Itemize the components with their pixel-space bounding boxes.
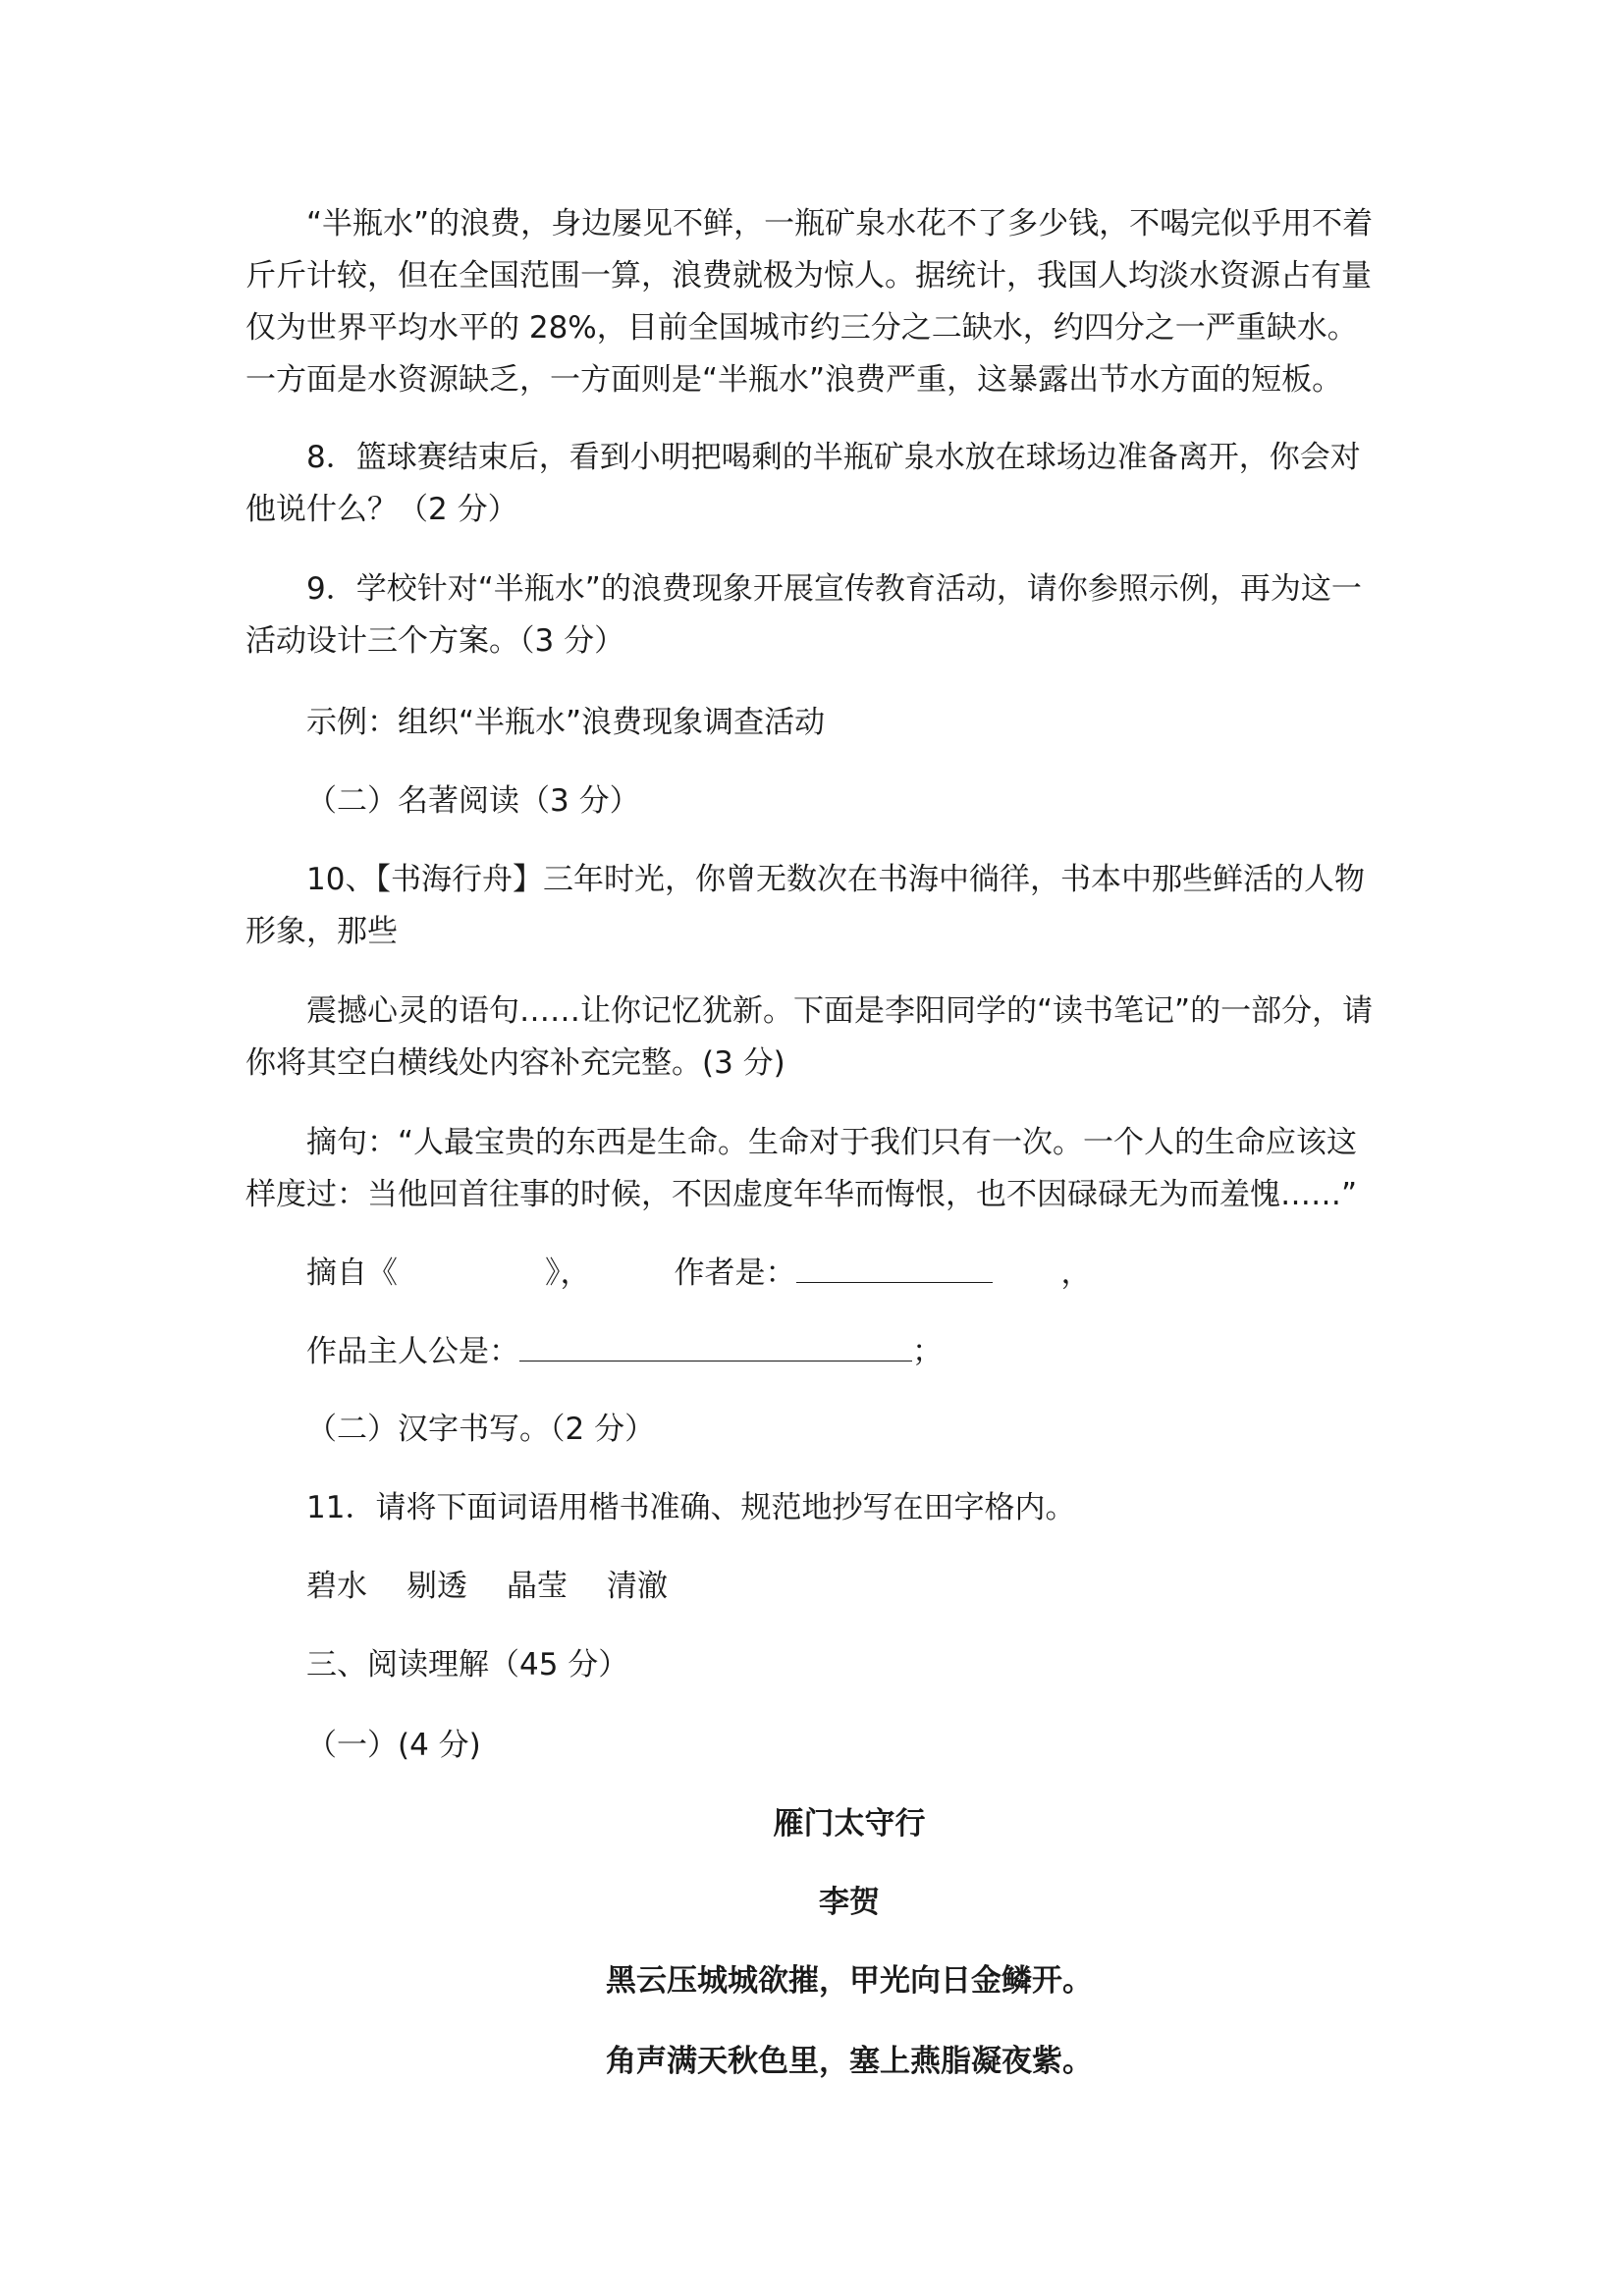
protagonist-blank[interactable] (519, 1331, 912, 1362)
author-label: 作者是： (674, 1255, 796, 1291)
poem-line-2: 角声满天秋色里，塞上燕脂凝夜紫。 (606, 2044, 1093, 2079)
fill-line-end: ， (1060, 1255, 1092, 1291)
example-text: 示例：组织“半瓶水”浪费现象调查活动 (306, 705, 826, 740)
question-10-intro: 10、【书海行舟】三年时光，你曾无数次在书海中徜徉，书本中那些鲜活的人物形象，那些 (245, 862, 1365, 949)
source-label-open: 摘自《 (306, 1255, 398, 1291)
section-heading-writing: （二）汉字书写。（2 分） (306, 1412, 656, 1447)
question-10-instruction: 震撼心灵的语句……让你记忆犹新。下面是李阳同学的“读书笔记”的一部分，请你将其空白横线处内容补充完整。(3 分) (245, 993, 1374, 1081)
word-list (306, 1567, 707, 1606)
question-8: 8．篮球赛结束后，看到小明把喝剩的半瓶矿泉水放在球场边准备离开，你会对他说什么？（2 分） (245, 440, 1361, 527)
poem-author: 李贺 (819, 1885, 880, 1920)
fill-line-end: ； (912, 1334, 943, 1369)
passage-paragraph: “半瓶水”的浪费，身边屡见不鲜，一瓶矿泉水花不了多少钱，不喝完似乎用不着斤斤计较，但在全国范围一算，浪费就极为惊人。据统计，我国人均淡水资源占有量仅为世界平均水平的 28%，目前全国城市约三分之二缺水，约四分之一严重缺水。一方面是水资源缺乏，一方面则是“半瓶水”浪费严重，这暴露出节水方面的短板。 (245, 206, 1374, 398)
word-item: 晶莹 (507, 1569, 568, 1604)
fill-line-source (306, 1253, 1092, 1293)
word-item: 清澈 (607, 1569, 668, 1604)
author-blank[interactable] (796, 1253, 993, 1283)
section-heading-classics: （二）名著阅读（3 分） (306, 783, 640, 819)
section-heading-reading: 三、阅读理解（45 分） (306, 1647, 629, 1682)
protagonist-label: 作品主人公是： (306, 1334, 519, 1369)
word-item: 碧水 (306, 1569, 367, 1604)
subsection-heading: （一）(4 分) (306, 1728, 481, 1763)
question-11: 11．请将下面词语用楷书准确、规范地抄写在田字格内。 (306, 1490, 1076, 1525)
source-label-close: 》， (545, 1255, 591, 1291)
fill-line-protagonist (306, 1331, 943, 1371)
excerpt-quote: 摘句：“人最宝贵的东西是生命。生命对于我们只有一次。一个人的生命应该这样度过：当他回首往事的时候，不因虚度年华而悔恨，也不因碌碌无为而羞愧……” (245, 1125, 1358, 1212)
poem-line-1: 黑云压城城欲摧，甲光向日金鳞开。 (606, 1963, 1093, 1999)
question-9: 9．学校针对“半瓶水”的浪费现象开展宣传教育活动，请你参照示例，再为这一活动设计三个方案。（3 分） (245, 571, 1362, 659)
word-item: 剔透 (406, 1569, 467, 1604)
poem-title: 雁门太守行 (773, 1806, 926, 1842)
